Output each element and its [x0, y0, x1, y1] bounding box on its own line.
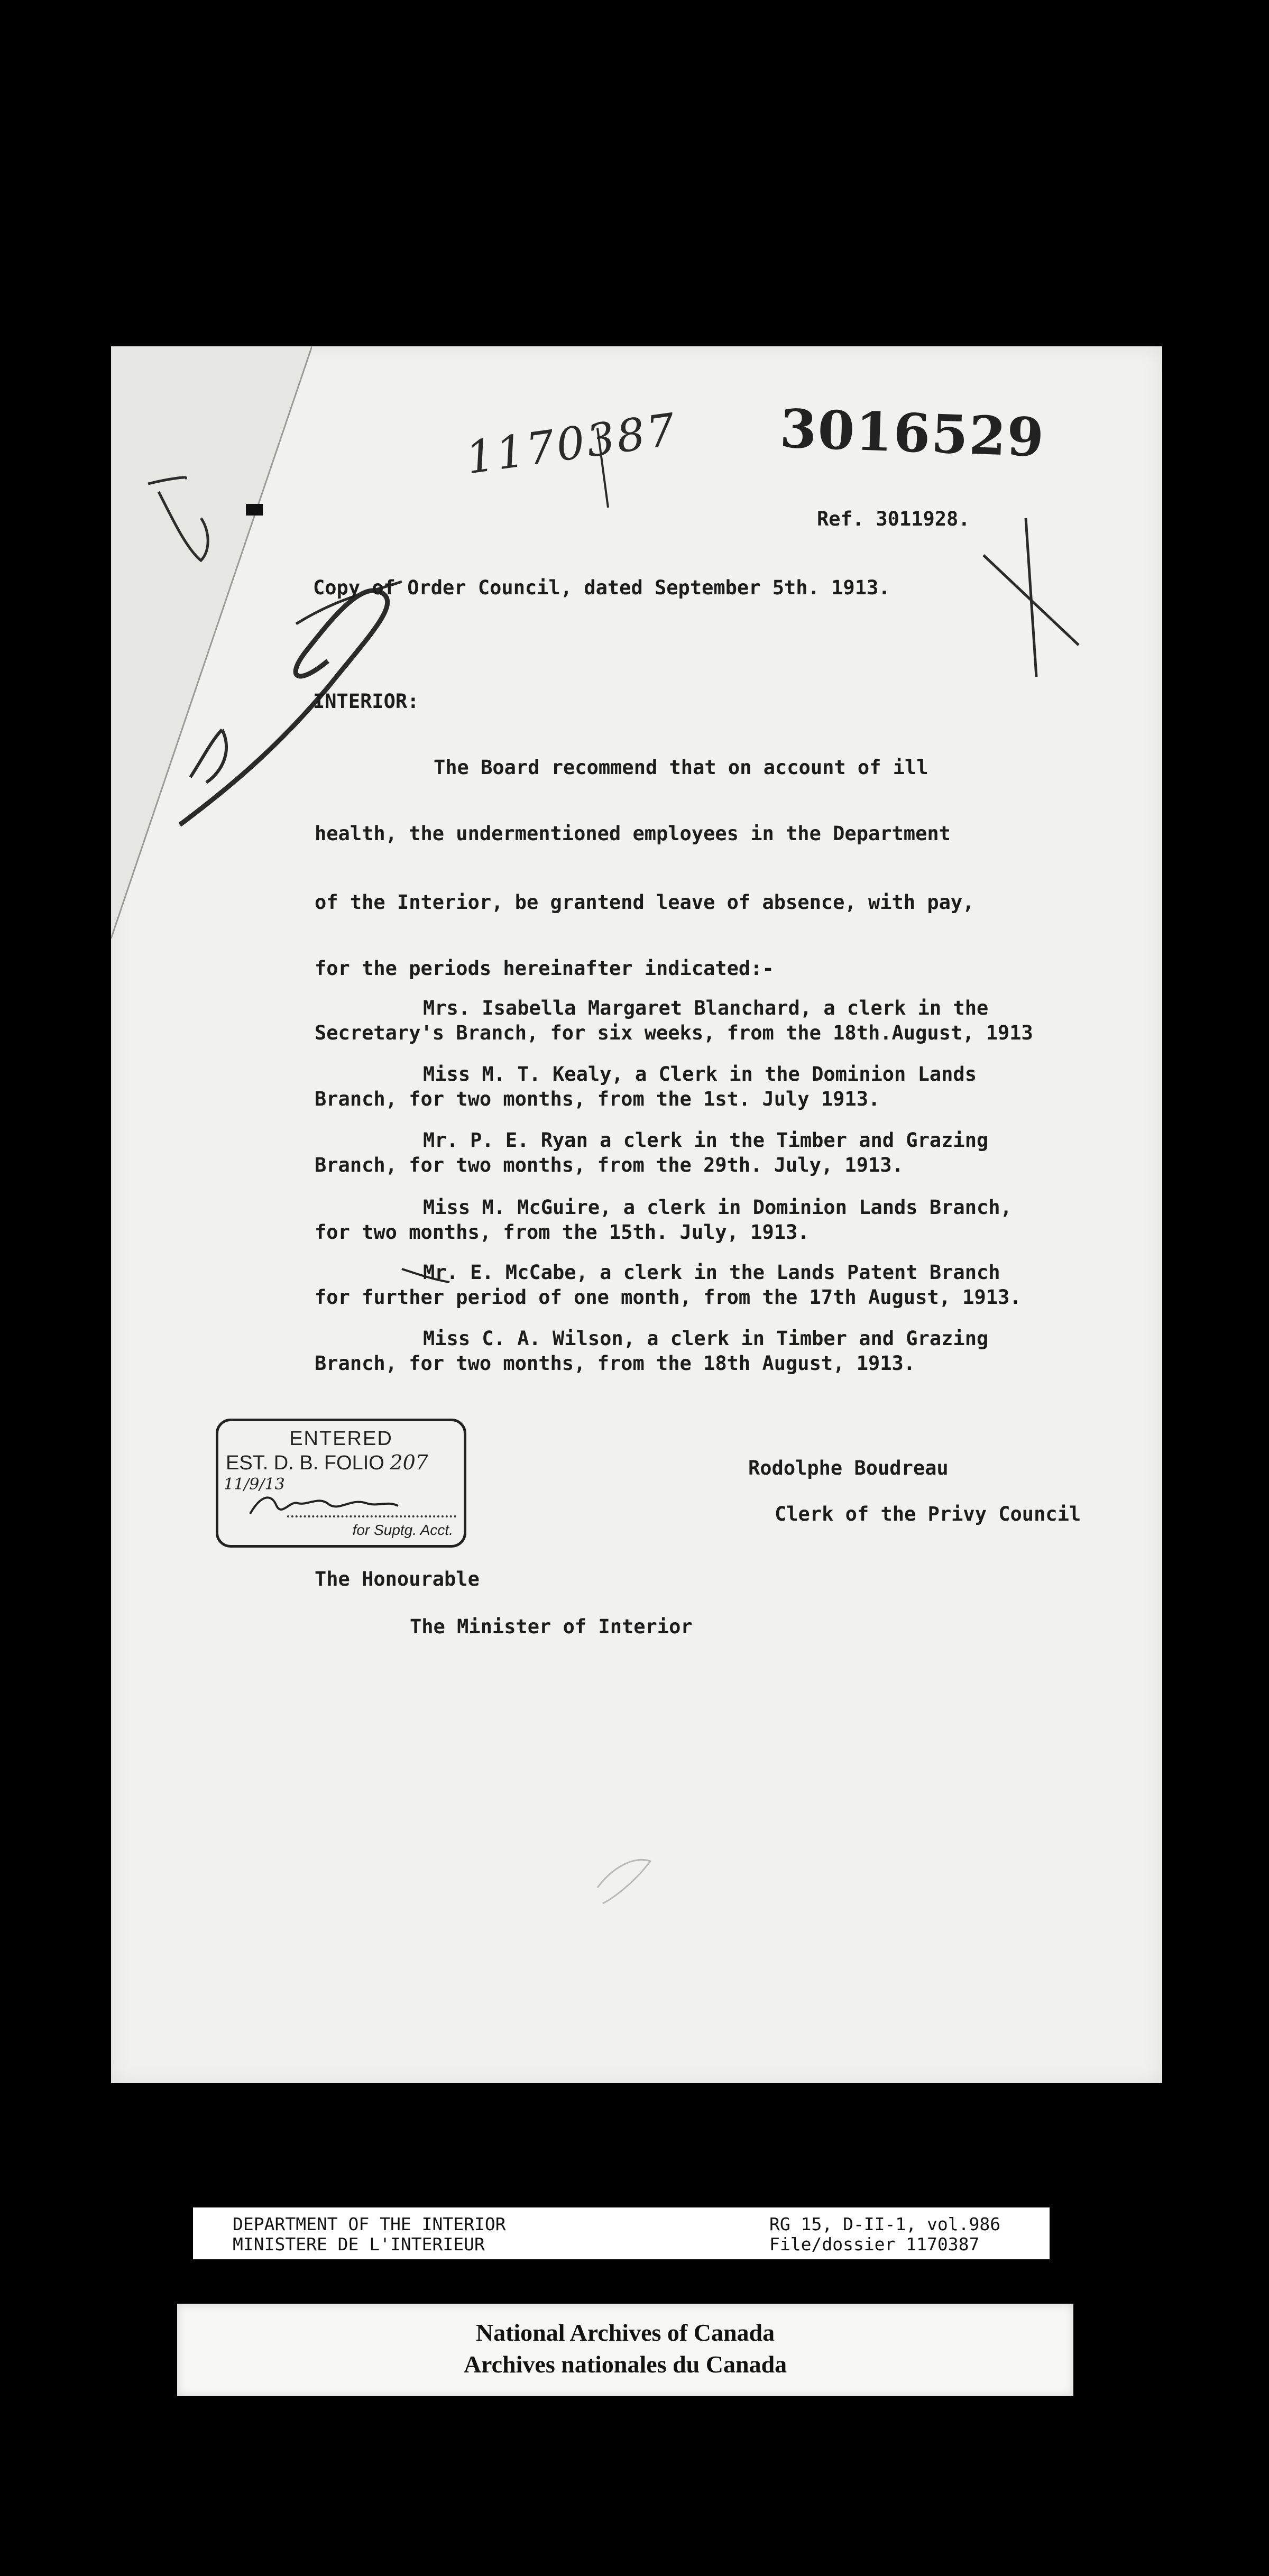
archives-name-fr: Archives nationales du Canada — [463, 2351, 787, 2378]
national-archives-label — [177, 2304, 1073, 2396]
stamp-for-label: for Suptg. Acct. — [352, 1522, 453, 1538]
paragraph-line: for the periods hereinafter indicated:- — [315, 957, 774, 980]
entry-line: Mr. P. E. Ryan a clerk in the Timber and Grazing — [423, 1129, 989, 1152]
entry-line: for two months, from the 15th. July, 1913. — [315, 1221, 810, 1244]
stamp-dotted-line — [287, 1515, 456, 1517]
entry-line: Miss C. A. Wilson, a clerk in Timber and Grazing — [423, 1327, 989, 1350]
archives-name-en: National Archives of Canada — [475, 2319, 775, 2346]
registry-number: 3016529 — [779, 397, 1046, 469]
entry-line: Branch, for two months, from the 29th. July, 1913. — [315, 1154, 904, 1176]
stamp-folio-line — [226, 1451, 428, 1475]
paragraph-line: health, the undermentioned employees in the Department — [315, 822, 951, 845]
addressee-line: The Minister of Interior — [410, 1615, 693, 1638]
department-en: DEPARTMENT OF THE INTERIOR — [233, 2214, 506, 2234]
file-dossier-number: File/dossier 1170387 — [769, 2234, 980, 2255]
entry-line: Secretary's Branch, for six weeks, from the 18th.August, 1913 — [315, 1022, 1033, 1044]
entry-line: Branch, for two months, from the 1st. July 1913. — [315, 1088, 880, 1110]
entry-line: Miss M. T. Kealy, a Clerk in the Dominion Lands — [423, 1063, 977, 1085]
addressee-line: The Honourable — [315, 1568, 480, 1590]
record-group-reference: RG 15, D-II-1, vol.986 — [769, 2214, 1001, 2234]
entry-line: Miss M. McGuire, a clerk in Dominion Lands Branch, — [423, 1196, 1012, 1219]
entry-line: Mrs. Isabella Margaret Blanchard, a clerk in the — [423, 997, 989, 1019]
folded-corner — [111, 346, 312, 981]
signatory-title: Clerk of the Privy Council — [775, 1503, 1081, 1525]
stamp-folio-label: EST. D. B. FOLIO — [226, 1452, 384, 1474]
entry-line: Mr. E. McCabe, a clerk in the Lands Patent Branch — [423, 1261, 1000, 1284]
archive-reference-label — [193, 2207, 1050, 2259]
document-title: Copy of Order Council, dated September 5th. 1913. — [313, 576, 890, 599]
entry-line: Branch, for two months, from the 18th August, 1913. — [315, 1352, 916, 1375]
paragraph-line: The Board recommend that on account of ill — [434, 756, 928, 779]
stamp-folio-number: 207 — [390, 1451, 428, 1474]
department-heading: INTERIOR: — [313, 690, 419, 713]
department-fr: MINISTERE DE L'INTERIEUR — [233, 2234, 485, 2255]
paragraph-line: of the Interior, be grantend leave of absence, with pay, — [315, 891, 974, 914]
entered-stamp — [216, 1419, 466, 1548]
reference-number: Ref. 3011928. — [817, 508, 970, 530]
stamp-date: 11/9/13 — [224, 1475, 285, 1494]
signatory-name: Rodolphe Boudreau — [748, 1457, 949, 1479]
entry-line: for further period of one month, from the 17th August, 1913. — [315, 1286, 1022, 1309]
handwritten-file-number: 1170387 — [463, 403, 681, 484]
stamp-entered-label: ENTERED — [289, 1428, 393, 1450]
